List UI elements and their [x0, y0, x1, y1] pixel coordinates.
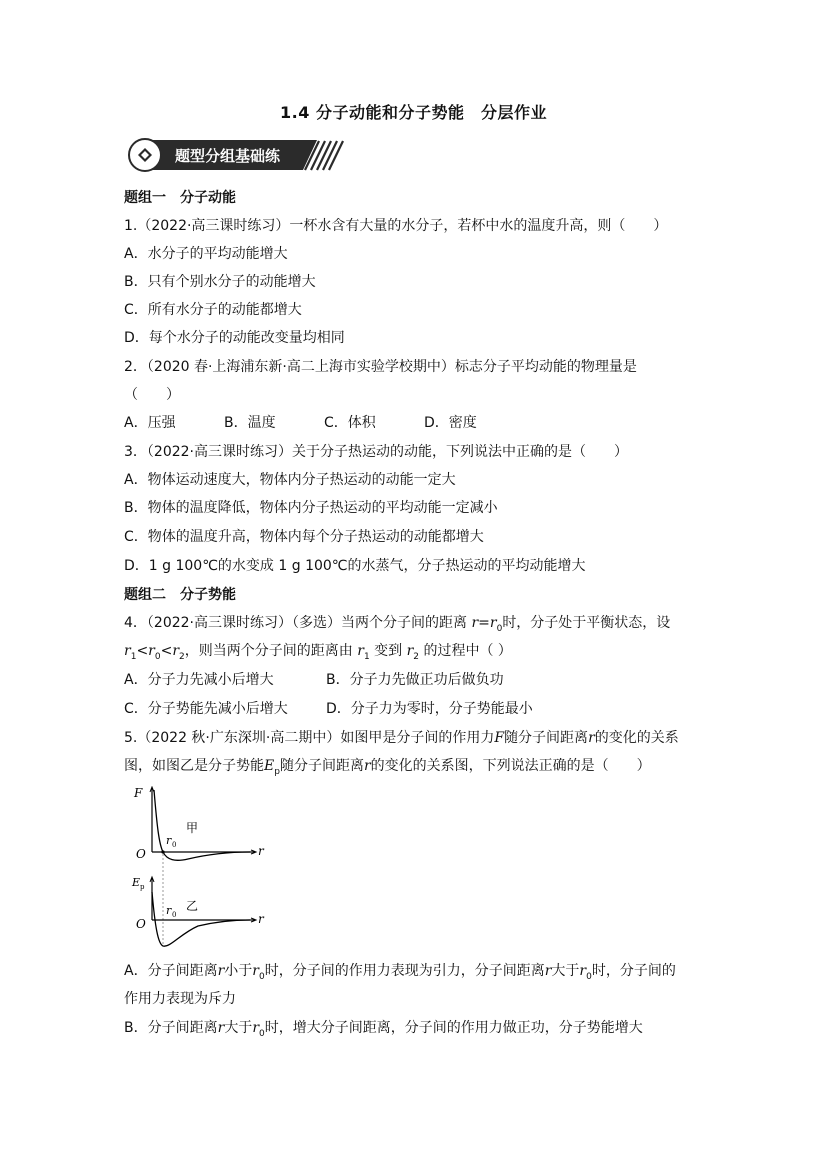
q3-option-a: A．物体运动速度大，物体内分子热运动的动能一定大 [124, 472, 456, 488]
q4-options-row1 [124, 670, 504, 690]
q3-option-d: D．1 g 100℃的水变成 1 g 100℃的水蒸气，分子热运动的平均动能增大 [124, 558, 586, 574]
q2-stem: 2．（2020 春·上海浦东新·高二上海市实验学校期中）标志分子平均动能的物理量是 [124, 359, 637, 375]
q1-option-a: A．水分子的平均动能增大 [124, 246, 288, 262]
top-xlabel: r [258, 844, 264, 858]
bottom-ylabel-sub: p [140, 883, 145, 891]
top-r0-sub: 0 [172, 841, 177, 849]
q2-paren: （ ） [124, 387, 180, 403]
bottom-xlabel: r [258, 912, 264, 926]
q4-option-b: B．分子力先做正功后做负功 [326, 672, 504, 688]
bottom-r0-sub: 0 [172, 911, 177, 919]
q5-stem-line2: 图，如图乙是分子势能$E_p$随分子间距离r的变化的关系图，下列说法正确的是（ ） [124, 758, 651, 777]
q2-option-a: A．压强 [124, 415, 176, 431]
bottom-ylabel: E [132, 876, 141, 889]
q1-stem: 1.（2022·高三课时练习）一杯水含有大量的水分子，若杯中水的温度升高，则（ ） [124, 218, 668, 234]
q3-option-c: C．物体的温度升高，物体内每个分子热运动的动能都增大 [124, 529, 484, 545]
q2-option-c: C．体积 [324, 415, 376, 431]
q1-option-d: D．每个水分子的动能改变量均相同 [124, 330, 345, 346]
top-origin: O [136, 847, 146, 861]
q4-stem-line2: $r_1<r_0<r_2$，则当两个分子间的距离由 $r_1$ 变到 $r_2$ 的过程中（ ） [124, 643, 512, 662]
banner-label: 题型分组基础练 [175, 147, 281, 165]
top-tag: 甲 [186, 821, 199, 835]
group2-heading: 题组二 分子势能 [124, 587, 236, 603]
q3-option-b: B．物体的温度降低，物体内分子热运动的平均动能一定减小 [124, 500, 498, 516]
q3-stem: 3．（2022·高三课时练习）关于分子热运动的动能，下列说法中正确的是（ ） [124, 444, 628, 460]
bottom-tag: 乙 [186, 899, 199, 913]
group1-heading: 题组一 分子动能 [124, 190, 236, 206]
q4-option-a: A．分子力先减小后增大 [124, 672, 274, 688]
q1-option-c: C．所有水分子的动能都增大 [124, 302, 302, 318]
q4-options-row2 [124, 699, 533, 719]
bottom-origin: O [136, 917, 146, 931]
q5-option-b: B．分子间距离r大于$r_0$时，增大分子间距离，分子间的作用力做正功，分子势能增大 [124, 1020, 643, 1039]
top-r0-label: r [166, 834, 172, 847]
q5-figure [130, 786, 280, 956]
q5-stem: 5.（2022 秋·广东深圳·高二期中）如图甲是分子间的作用力F随分子间距离r的变化的关系 [124, 730, 679, 746]
q1-option-b: B．只有个别水分子的动能增大 [124, 274, 316, 290]
page-title: 1.4 分子动能和分子势能 分层作业 [280, 103, 547, 122]
q2-option-b: B．温度 [224, 415, 276, 431]
section-banner [127, 137, 347, 173]
q5-option-a-line2: 作用力表现为斥力 [124, 991, 236, 1007]
figure-top-graph [133, 786, 265, 861]
q2-options [124, 413, 477, 433]
top-ylabel: F [134, 786, 143, 800]
q2-option-d: D．密度 [424, 415, 477, 431]
q4-option-d: D．分子力为零时，分子势能最小 [326, 701, 533, 717]
q4-option-c: C．分子势能先减小后增大 [124, 701, 288, 717]
figure-bottom-graph [131, 876, 265, 946]
bottom-r0-label: r [166, 904, 172, 917]
q5-option-a: A．分子间距离r小于$r_0$时，分子间的作用力表现为引力，分子间距离r大于$r_0$时，分子间的 [124, 963, 676, 982]
q4-stem: 4．（2022·高三课时练习）（多选）当两个分子间的距离 $r=r_0$时，分子处于平衡状态，设 [124, 615, 671, 634]
